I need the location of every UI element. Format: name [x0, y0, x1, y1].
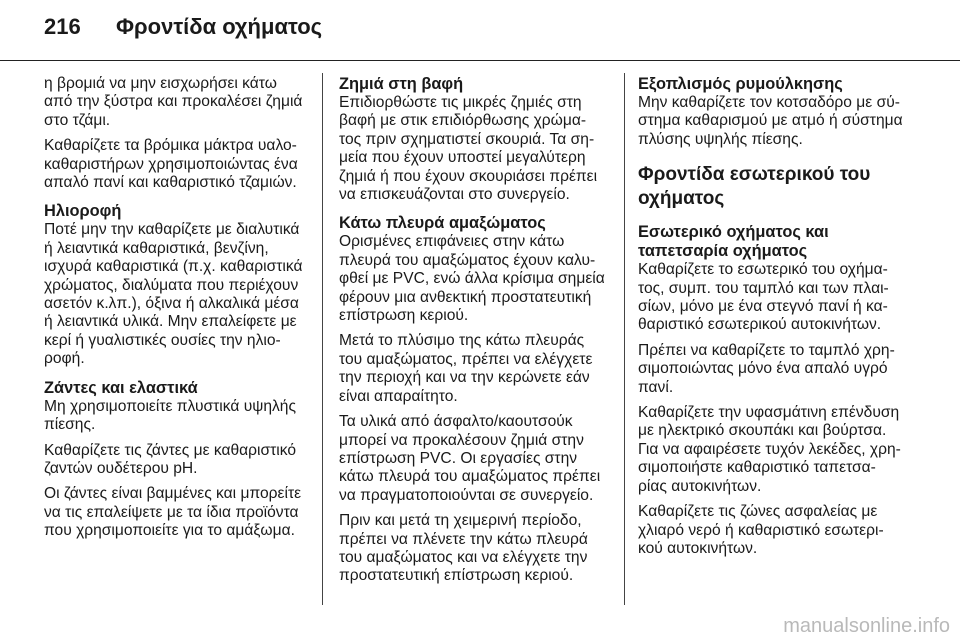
section-body: Επιδιορθώστε τις μικρές ζημιές στη βαφή με στικ επιδιόρθωσης χρώμα- τος πριν σχηματιστεί σκουριά. Τα ση- μεία που έχουν υποστεί μεγαλύτερη ζημιά ή που έχουν σκουριάσει πρέπει να επισκευάζονται στο συνεργείο. [339, 94, 598, 204]
header-rule [0, 60, 960, 61]
section-heading: Εσωτερικό οχήματος και ταπετσαρία οχήματος [638, 223, 829, 261]
section-body: Καθαρίζετε τις ζώνες ασφαλείας με χλιαρό νερό ή καθαριστικό εσωτερι- κού αυτοκινήτων. [638, 503, 884, 557]
section-body: Καθαρίζετε τις ζάντες με καθαριστικό ζαντών ουδέτερου pH. [44, 441, 297, 477]
watermark: manualsonline.info [783, 615, 950, 637]
section-body: Τα υλικά από άσφαλτο/καουτσούκ μπορεί να προκαλέσουν ζημιά στην επίστρωση PVC. Οι εργασίες στην κάτω πλευρά του αμαξώματος πρέπει να πραγματοποιούνται σε συνεργείο. [339, 413, 601, 504]
section-body: Ορισμένες επιφάνειες στην κάτω πλευρά του αμαξώματος έχουν καλυ- φθεί με PVC, ενώ άλλα κρίσιμα σημεία φέρουν μια ανθεκτική προστατευτική επίστρωση κεριού. [339, 233, 605, 325]
page-number: 216 [44, 14, 81, 39]
intro-paragraph: η βρομιά να μην εισχωρήσει κάτω από την ξύστρα και προκαλέσει ζημιά στο τζάμι. [44, 75, 303, 129]
column-divider [322, 73, 323, 605]
section-heading: Εξοπλισμός ρυμούλκησης [638, 75, 843, 93]
column-divider [624, 73, 625, 605]
section-body: Οι ζάντες είναι βαμμένες και μπορείτε να τις επαλείψετε με τα ίδια προϊόντα που χρησιμοποιείτε για το αμάξωμα. [44, 485, 302, 540]
column-left [44, 75, 316, 548]
section-body: Καθαρίζετε την υφασμάτινη επένδυση με ηλεκτρικό σκουπάκι και βούρτσα. Για να αφαιρέσετε τυχόν λεκέδες, χρη- σιμοποιήστε καθαριστικό ταπετσα- ρίας αυτοκινήτων. [638, 404, 901, 495]
section-heading: Ζημιά στη βαφή [339, 75, 464, 93]
wiper-paragraph: Καθαρίζετε τα βρόμικα μάκτρα υαλο- καθαριστήρων χρησιμοποιώντας ένα απαλό πανί και καθαριστικό τζαμιών. [44, 137, 298, 192]
section-heading: Κάτω πλευρά αμαξώματος [339, 214, 546, 233]
section-body: Μην καθαρίζετε τον κοτσαδόρο με σύ- στημα καθαρισμού με ατμό ή σύστημα πλύσης υψηλής πίεσης. [638, 94, 903, 148]
section-body: Πριν και μετά τη χειμερινή περίοδο, πρέπει να πλένετε την κάτω πλευρά του αμαξώματος και να ελέγχετε την προστατευτική επίστρωση κεριού. [339, 512, 588, 585]
section-body: Πρέπει να καθαρίζετε το ταμπλό χρη- σιμοποιώντας μόνο ένα απαλό υγρό πανί. [638, 341, 895, 396]
section-body: Καθαρίζετε το εσωτερικό του οχήμα- τος, συμπ. του ταμπλό και των πλαι- σίων, μόνο με ένα στεγνό πανί ή κα- θαριστικό εσωτερικού αυτοκινήτων. [638, 261, 889, 334]
column-middle [339, 75, 619, 593]
section-body: Μη χρησιμοποιείτε πλυστικά υψηλής πίεσης. [44, 397, 296, 434]
section-heading: Ηλιοροφή [44, 202, 122, 221]
column-right [638, 75, 938, 565]
page-title: Φροντίδα οχήματος [116, 14, 323, 39]
chapter-heading: Φροντίδα εσωτερικού του οχήματος [638, 164, 871, 210]
section-body: Μετά το πλύσιμο της κάτω πλευράς του αμαξώματος, πρέπει να ελέγχετε την περιοχή και να την κερώνετε εάν είναι απαραίτητο. [339, 332, 593, 405]
section-heading: Ζάντες και ελαστικά [44, 378, 198, 397]
section-body: Ποτέ μην την καθαρίζετε με διαλυτικά ή λειαντικά καθαριστικά, βενζίνη, ισχυρά καθαριστικά (π.χ. καθαριστικά χρώματος, διαλύματα που περιέχουν ασετόν κ.λπ.), όξινα ή αλκαλικά μέσα ή λειαντικά υλικά. Μην επαλείφετε με κερί ή γυαλιστικές ουσίες την ηλιο- ροφή. [44, 221, 303, 368]
